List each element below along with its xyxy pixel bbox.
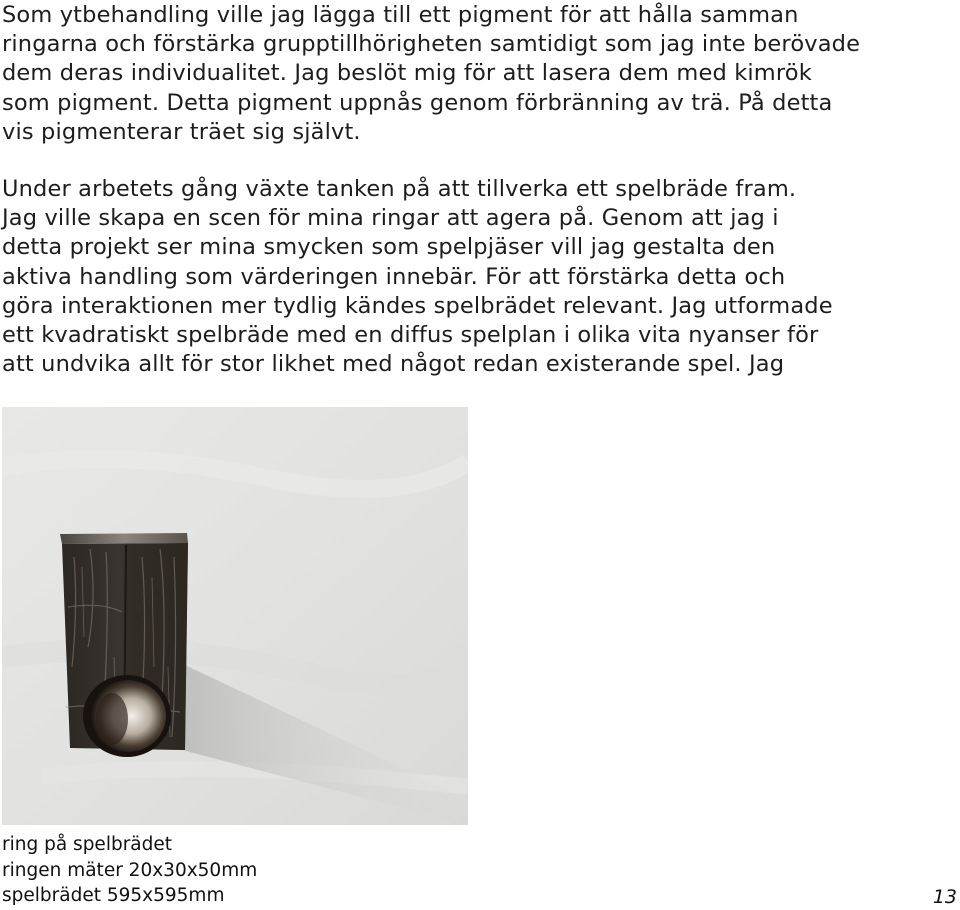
caption-line: ringen mäter 20x30x50mm <box>2 859 258 881</box>
paragraph-line: dem deras individualitet. Jag beslöt mig för att lasera dem med kimrök <box>2 60 812 87</box>
paragraph-line: detta projekt ser mina smycken som spelpjäser vill jag gestalta den <box>2 234 776 261</box>
paragraph-line: Jag ville skapa en scen för mina ringar att agera på. Genom att jag i <box>2 205 779 232</box>
paragraph-line: aktiva handling som värderingen innebär. För att förstärka detta och <box>2 263 786 290</box>
paragraph-line: ett kvadratiskt spelbräde med en diffus spelplan i olika vita nyanser för <box>2 322 819 349</box>
body-paragraph-2 <box>2 175 833 379</box>
paragraph-line: Under arbetets gång växte tanken på att tillverka ett spelbräde fram. <box>2 176 797 202</box>
caption-line: spelbrädet 595x595mm <box>2 885 225 906</box>
page-number: 13 <box>932 886 957 908</box>
paragraph-line: göra interaktionen mer tydlig kändes spelbrädet relevant. Jag utformade <box>2 292 833 319</box>
paragraph-line: att undvika allt för stor likhet med något redan existerande spel. Jag <box>2 351 785 378</box>
body-paragraph-1 <box>2 1 860 147</box>
ring-on-board-photo <box>2 407 468 825</box>
paragraph-line: vis pigmenterar träet sig självt. <box>2 118 361 145</box>
caption-line: ring på spelbrädet <box>2 834 173 855</box>
paragraph-line: ringarna och förstärka grupptillhörigheten samtidigt som jag inte berövade <box>2 31 861 58</box>
paragraph-line: som pigment. Detta pigment uppnås genom förbränning av trä. På detta <box>2 89 833 116</box>
photo-caption <box>2 832 257 909</box>
paragraph-line: Som ytbehandling ville jag lägga till ett pigment för att hålla samman <box>2 2 799 28</box>
